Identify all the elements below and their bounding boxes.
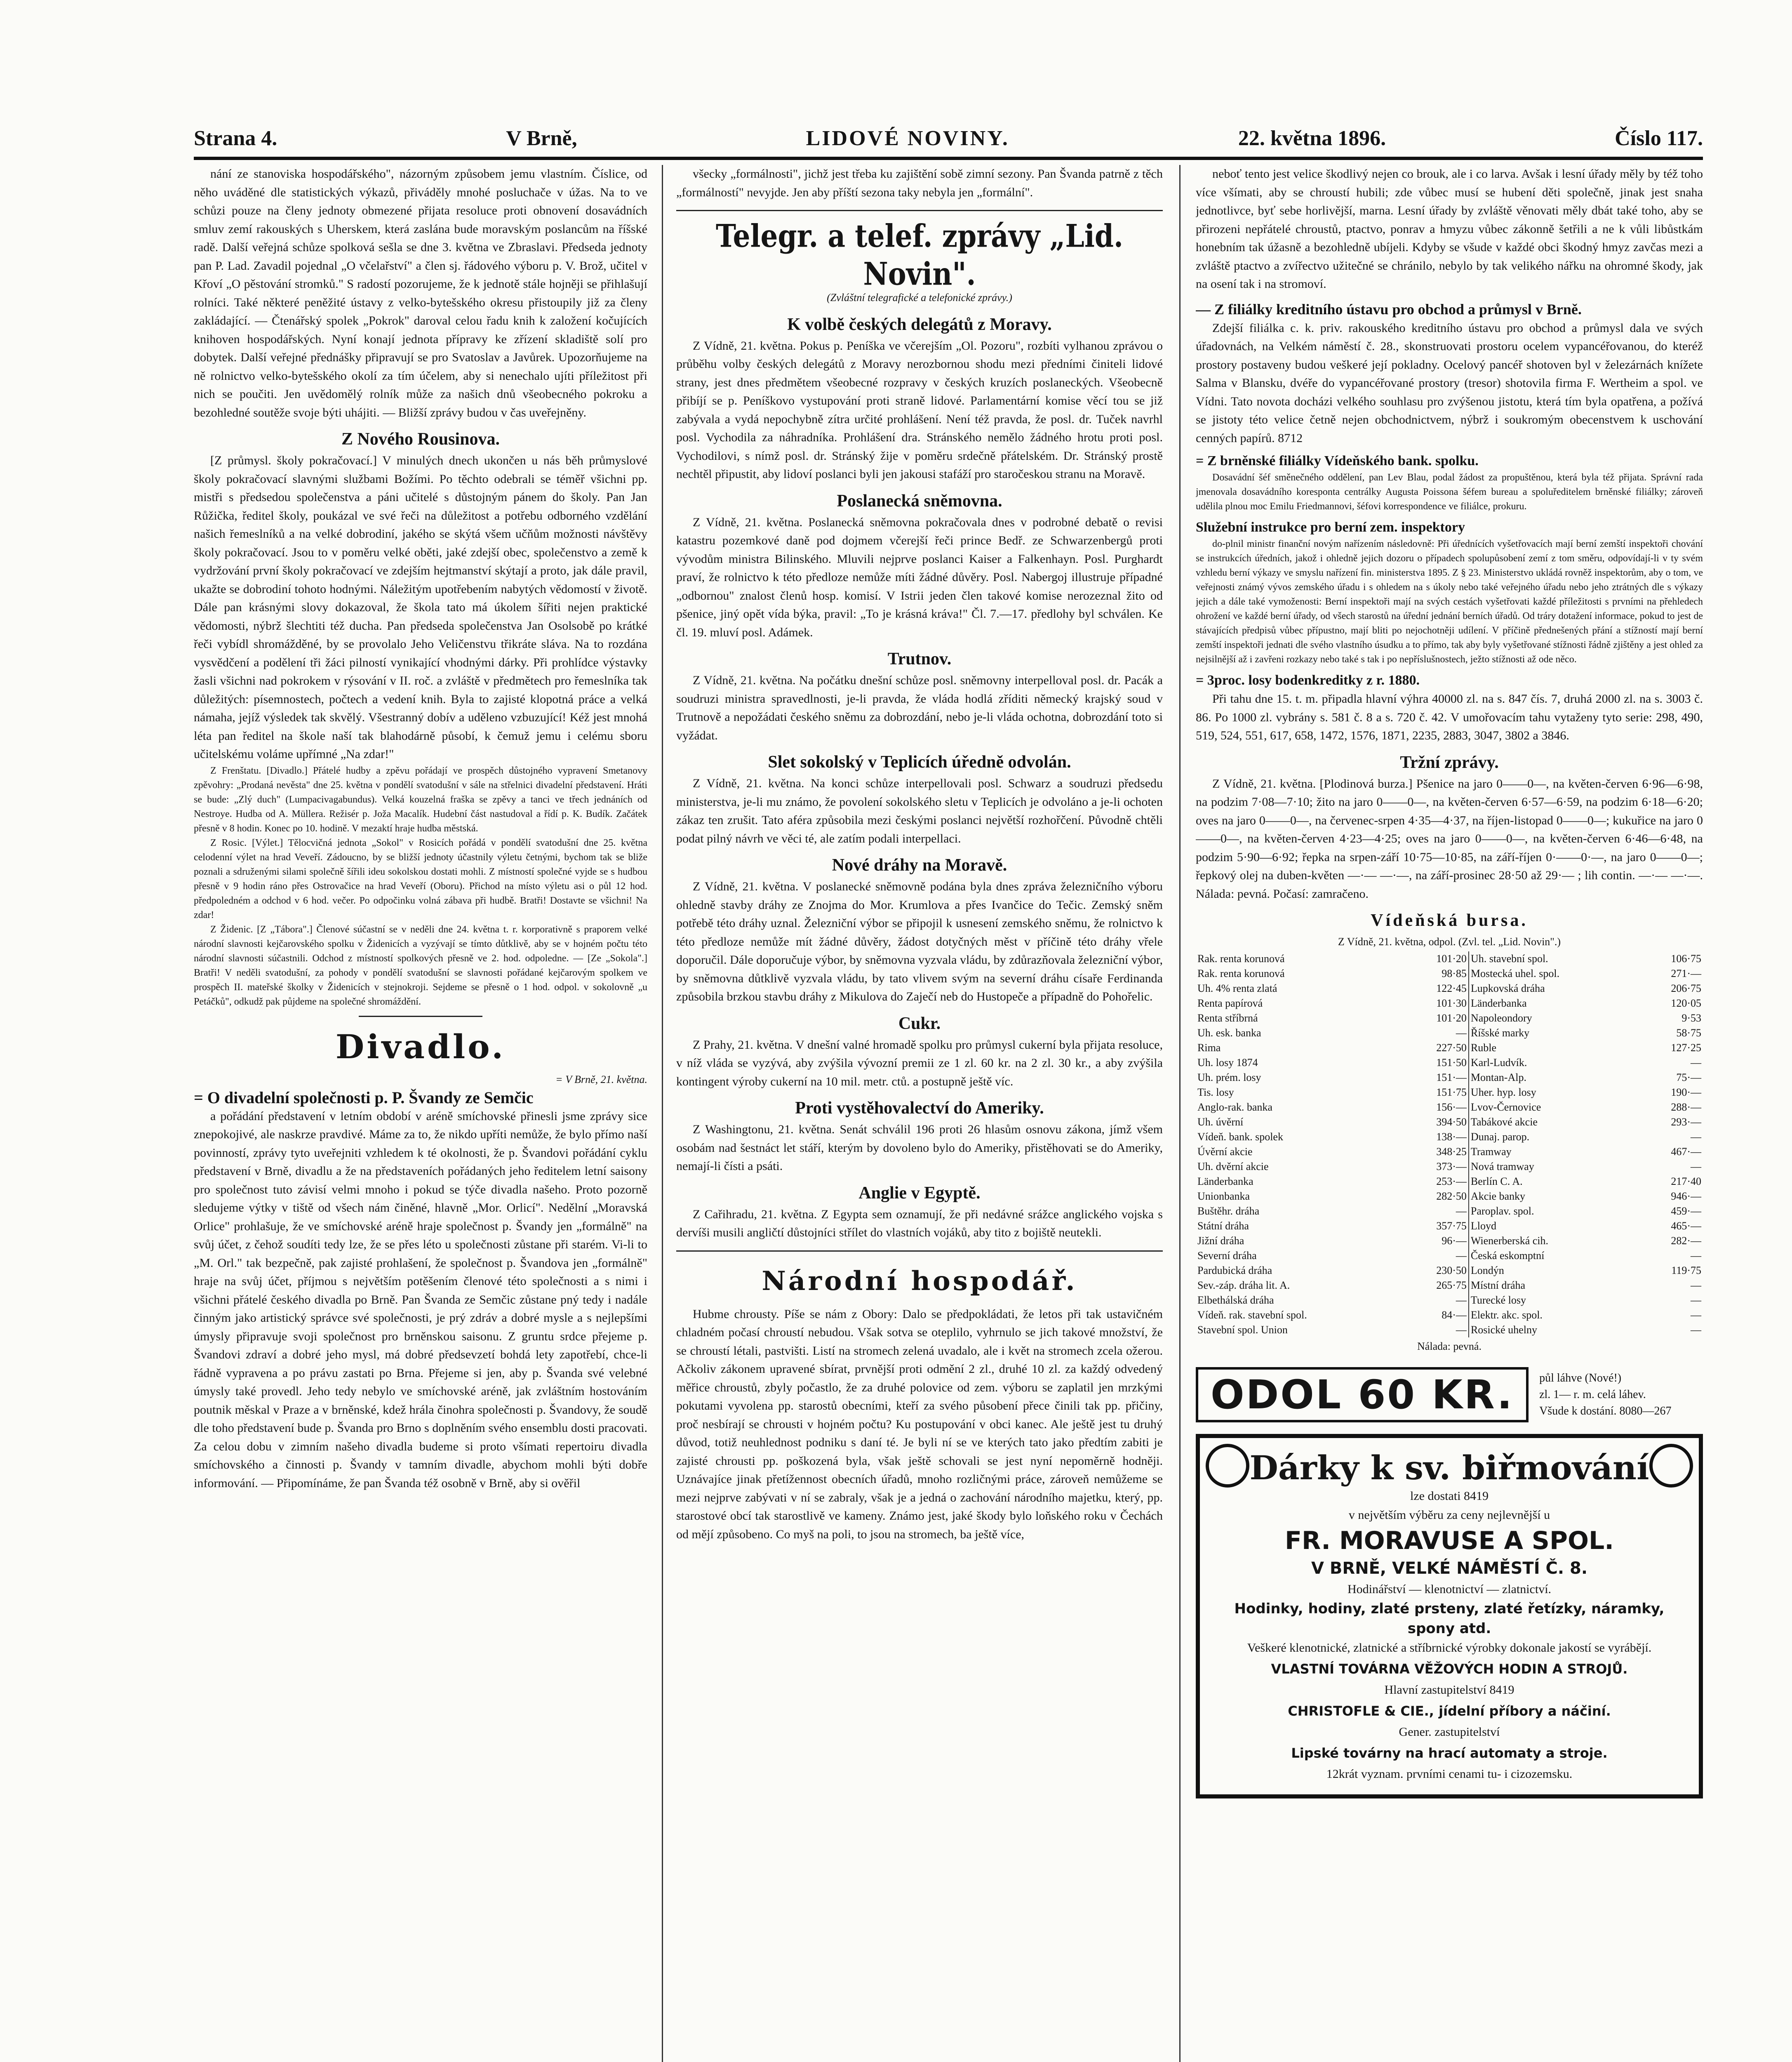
stock-price: 190·— [1671,1086,1701,1098]
column-divider [1179,165,1181,2062]
dateline: = V Brně, 21. května. [555,1073,647,1085]
stock-row [1196,1130,1703,1144]
stock-price: 96·— [1442,1234,1467,1247]
stock-name: Anglo-rak. banka [1197,1101,1272,1113]
stock-name: Länderbanka [1197,1175,1253,1187]
stock-price: — [1691,1160,1701,1172]
stock-name: Říšské marky [1469,1026,1640,1040]
stock-name: Länderbanka [1469,996,1640,1011]
stock-row [1196,966,1703,981]
stock-price: — [1456,1294,1467,1306]
column-1 [194,165,647,2062]
stock-row [1196,996,1703,1011]
stock-price: 9·53 [1681,1012,1701,1024]
stock-name: Renta stříbrná [1197,1012,1258,1024]
odol-advertisement [1196,1367,1703,1422]
ornament-icon [1206,1444,1249,1488]
article-heading: Tržní zprávy. [1400,753,1499,772]
stock-table-body [1196,951,1703,1337]
article-text: Z Vídně, 21. května. Na konci schůze interpellovali posl. Schwarz a soudruzi předsedu ministerstva, je-li mu známo, že povolení sokolského sletu v Teplicích je odvoláno a je-li ochoten zákaz ten zrušit. Tato aféra způsobila mezi českými poslanci největší rozhořčení. Původně chtěli podat pilný návrh ve věci té, ale zatím podali interpellaci. [676,777,1163,845]
stock-name: Pardubická dráha [1197,1264,1272,1276]
ad-line: Hodinářství — klenotnictví — zlatnictví. [1347,1582,1552,1596]
section-subtitle: (Zvláštní telegrafické a telefonické zprávy.) [827,292,1012,304]
ad-line: VLASTNÍ TOVÁRNA VĚŽOVÝCH HODIN A STROJŮ. [1271,1661,1628,1677]
stock-price: 156·— [1436,1101,1467,1113]
article-heading: — Z filiálky kreditního ústavu pro obchod a průmysl v Brně. [1196,301,1582,318]
stock-row [1196,1100,1703,1115]
stock-row [1196,1040,1703,1055]
stock-name: Úvěrní akcie [1197,1145,1253,1158]
stock-name: Rosické uhelny [1469,1323,1640,1337]
odol-line: zl. 1— r. m. celá láhev. [1539,1388,1646,1401]
article-text: Dosavádní šéf směnečného oddělení, pan Lev Blau, podal žádost za propuštěnou, která byla též přijata. Správní rada jmenovala dosavádního koresponta centrálky Augusta Poissona šéfem bureau a spoluředitelem brněnské filiálky; zároveň udělila plnou moc Emilu Friedmannovi, šéfovi korrespondence ve filiálce, prokuru. [1196,472,1703,512]
stock-name: Lloyd [1469,1219,1640,1233]
stock-name: Napoleondory [1469,1011,1640,1026]
stock-row [1196,1011,1703,1026]
city: V Brně, [506,126,577,150]
ad-line: v největším výběru za ceny nejlevnější u [1348,1508,1550,1522]
article-text: Z Prahy, 21. května. V dnešní valné hromadě spolku pro průmysl cukerní byla přijata resoluce, v níž vláda se vyzývá, aby zvýšila vývozní premii ze 1 zl. 60 kr. na 2 zl. 30 kr., a aby zvýšila kontingent výroby cukerní na 10 mil. metr. ctů. a postupně ještě víc. [676,1038,1163,1088]
stock-name: Londýn [1469,1263,1640,1278]
stock-name: Dunaj. parop. [1469,1130,1640,1144]
stock-row [1196,1293,1703,1308]
notice-text: Z Frenštatu. [Divadlo.] Přátelé hudby a zpěvu pořádají ve prospěch důstojného vypravení Smetanovy zpěvohry: „Prodaná nevěsta" dne 25. května v pondělí svatodušní v sále na střelnici divadelní představení. Hráti se bude: „Zlý duch" (Lumpacivagabundus). Velká kouzelná fraška se zpěvy a tanci ve třech jednáních od Nestroye. Hudba od A. Müllera. Režisér p. Joža Macalík. Hudební část nastudoval a řídí p. K. Budík. Začátek přesně v 8 hodin. Konec po 10. hodině. V mezaktí hraje hudba městská. [194,765,647,834]
stock-price: — [1691,1279,1701,1291]
stock-price: 75·— [1676,1071,1701,1083]
stock-row [1196,1233,1703,1248]
stock-name: Severní dráha [1197,1249,1257,1262]
stock-row [1196,1219,1703,1233]
moravus-advertisement [1196,1434,1703,1798]
market-mood: Nálada: pevná. [1417,1340,1482,1352]
article-text: Z Vídně, 21. května. Poslanecká sněmovna pokračovala dnes v podrobné debatě o revisi katastru pozemkové daně pod dojmem včerejší řeči prince Bedř. ze Schwarzenbergů proti vývodům ministra Bilinského. Mluvili nejprve poslanci Kaiser a Falkenhayn. Posl. Purghardt praví, že rolnictvo k této předloze nemůže míti žádné důvěry. Posl. Nabergoj illustruje případné „odbornou" znalost členů hosp. komisí. V Istrii jeden člen takové komise nerozeznal žito od pšenice, jiný opět vída býka, pravil: „To je krásná kráva!" Čl. 7.—17. předlohy byl schválen. Ke čl. 19. mluví posl. Adámek. [676,515,1163,639]
stock-row [1196,1204,1703,1219]
date: 22. května 1896. [1238,126,1386,150]
stock-row [1196,1026,1703,1040]
stock-row [1196,1159,1703,1174]
stock-row [1196,1263,1703,1278]
column-divider [662,165,663,2062]
stock-name: Renta papírová [1197,997,1263,1009]
stock-name: Unionbanka [1197,1190,1250,1202]
odol-line: půl láhve (Nové!) [1539,1372,1622,1384]
article-text: do-plnil ministr finanční novým nařízením následovně: Při úřednících vyšetřovacích mají berní zemští inspektoři chování se instrukcích úředních, jakož i ohledně jejich dozoru o případech spolupůsobení zemí z tom směru, odpovídají-li v ty svém vzhledu berní výkazy ve smyslu nařízení fin. ministerstva 1895. Z § 23. Ministerstvo ukládá rovněž inspektorům, aby o tom, ve veřejnosti známý vývos zemského úřadu i s ohledem na s úkoly nebo také veřejného úřadu nebo jeho ztrátných dle s výkazy jejich a dále také vymoženosti: Berní inspektoři mají na svých cestách vyšetřovati každé příležitosti s prvními na přehledech ohrožení ve každé berní úřady, od všech starostů na úřední jednání berních úřadů. Od tráry dotažení informace, pokud to jest de stávajících předpisů vůbec přípustno, mají bliti po nejochotněji udílení. V příčině přednešených přání a stížností mají berní zemští inspektoři jednati dle svého vlastního úsudku a to přímo, tak aby byly vyšetřované stížnosti řádně zjištěny a jest ohled za nejsilnější až i zavřeni rozkazy nebo také s tak i po nepříslušnostech, ježto stížnosti až ode něco. [1196,539,1703,665]
article-text: Zdejší filiálka c. k. priv. rakouského kreditního ústavu pro obchod a průmysl dala ve svých úřadovnách, na Velkém náměstí č. 28., skonstruovati prostoru ocelem vypancéřovanou, do kteréž prostory postaveny budou veškeré její pokladny. Ocelový pancéř shotoven byl v železárnách knížete Salma v Blansku, dvéře do vypancéřované prostory (tresor) shotovila firma F. Wertheim a spol. ve Vídni. Tato novota docházi velkého souhlasu pro zvýšenou jistotu, která tím byla opatřena, a požívá se jistoty této velice četně nejen obchodnictvem, nýbrž i soukromým obecenstvem k uschování cenných papírů. 8712 [1196,321,1703,445]
stock-price: 357·75 [1436,1219,1467,1232]
issue-number: Číslo 117. [1615,126,1703,150]
stock-row [1196,1189,1703,1204]
stock-name: Berlín C. A. [1469,1174,1640,1189]
stock-name: Rak. renta korunová [1197,952,1285,965]
section-rule [676,210,1163,211]
stock-price: 394·50 [1436,1116,1467,1128]
ad-line: Hlavní zastupitelství 8419 [1384,1683,1514,1697]
stock-price: 293·— [1671,1116,1701,1128]
article-heading: Nové dráhy na Moravě. [832,856,1007,875]
stock-row [1196,951,1703,966]
stock-name: Elektr. akc. spol. [1469,1308,1640,1323]
stock-price: 151·50 [1436,1056,1467,1069]
article-text: [Z průmysl. školy pokračovací.] V minulých dnech ukončen u nás běh průmyslové školy pokračovací slavnými službami Božími. Po těchto odebrali se téměř všichni pp. mistři s předsedou společenstva a páni učitelé s důstojným pánem do školy. Pan Jan Růžička, ředitel školy, poukázal ve své řeči na důležitost a potřebu odborného vzdělání našich řemeslníků a na velké dobrodiní, jakého se skýtá všem učňům možnosti návštěvy školy pokračovací. Jsou to v poměru velké oběti, jaké zdejší obec, společenstvo a země k vydržování první školy pokračovací ve zdejším hejtmanství skýtají a proto, jak dále pravil, ukažte se dobrodiní tohoto hodnými. Náležitým upotřebením nabytých vědomostí v životě. Dále pan krásnými slovy dokazoval, že škola tato má úkolem šířiti nejen praktické vědomosti, nýbrž šlechtiti též ducha. Pan předseda společenstva Jan Osolsobě po krátké řeči vybídl shromážděné, by se provolalo Jeho Veličenstvu třikráte sláva. Na to rozdána vysvědčení a podělení tři žáci pilností vynikající vhodnými dárky. Při prohlídce výstavky žasli všichni nad pokrokem v rýsování v II. roč. a zvláště v předmětech pro řemeslníka tak důležitých: písemnostech, počtech a vedení knih. Byla to zajisté klopotná práce a velká námaha, jejíž výsledek tak skvělý. Všestranný dobív a uděleno vzbuzující! Kéž jest mnohá léta pan ředitel na škole naší tak blahodárně působí, k čemuž jemu i celému sboru učitelskému voláme upřímné „Na zdar!" [194,454,647,761]
stock-row [1196,1055,1703,1070]
stock-name: Uh. esk. banka [1197,1026,1261,1039]
stock-price: 206·75 [1671,982,1701,994]
article-heading: Slet sokolský v Teplicích úředně odvolán. [768,753,1071,772]
stock-price: 151·— [1436,1071,1467,1083]
stock-name: Karl-Ludvík. [1469,1055,1640,1070]
stock-name: Tramway [1469,1144,1640,1159]
article-text: a pořádání představení v letním období v aréně smíchovské přinesli jsme zprávy sice znepokojivé, ale naskrze pravdivé. Máme za to, že nikdo upříti nemůže, že bylo přímo naší povinností, zprávy tyto uveřejniti vzhledem k té okolnosti, že p. Švandovi pořádání cyklu představení v Brně, divadlu a že na představeních pořádaných jeho ředitelem letní saisony pro společnost tuto závisí velmi mnoho i pokud se týče divadla našeho. Proto pozorně sledujeme výtky v tiště od všech nám činěné, hlavně „Mor. Orlicí". Nedělní „Moravská Orlice" prohlašuje, že ve smíchovské aréně hraje společnost p. Švandy jen „formálně" na svůj účet, z čehož soudíti tedy lze, že se přes léto u společnosti zůstane při starém. Vi-li to „M. Orl." tak bezpečně, pak zajisté prohlašení, že společnost p. Švandova jen „formálně" hraje na svůj účet, příjmou s největším potěšením členové této společnosti a s nimi i všichni přátelé českého divadla po Brně. Pan Švanda ze Semčic zůstane pný tedy i nadále činným jako artistický správce své společnosti, je prý zdráv a dobré mysle a s nejlepšími úmysly připravuje svoji společnost pro brněnskou saisonu. Z gruntu srdce přejeme p. Švandovi zdraví a dobré jeho mysl, má dobré předsevzetí bohdá lety zapotřebí, chce-li řádně vypravena a po právu zastati po Brna. Přejeme si jen, aby p. Švanda své velebné úmysly také provedl. Jeho tedy nebylo ve smíchovské aréně, jak zvláštním hostováním poutnik měskal v Praze a v brněnské, kdež hrála činohra společnosti p. Švandovy, že soudě dle toho představení bude p. Švanda pro Brno s doplněním svého ensemblu dosti pracovati. Za celou dobu v zimním našeho divadla budeme si proto všímati repertoiru divadla smíchovského a činnosti p. Švandy v tamním divadle, abychom mohli býti dobře informování. — Připomínáme, že pan Švanda též osobně v Brně, aby si ověřil [194,1109,647,1490]
stock-price: — [1691,1130,1701,1143]
stock-price: 348·25 [1436,1145,1467,1158]
stock-name: Uh. prém. losy [1197,1071,1261,1083]
stock-price: 373·— [1436,1160,1467,1172]
notice-text: Z Židenic. [Z „Tábora".] Členové súčastní se v neděli dne 24. května t. r. korporativně s praporem velké národní slavnosti kejčarovského spolku v Židenicích a vyzývají se tímto důtklivě, aby se v hojném počtu této národní slavnosti súčastnili. Odchod z místností spolkových přesně ve 2. hod. odpoledne. — [Ze „Sokola".] Bratři! V neděli svatodušní, za pohody v pondělí svatodušní se slavnosti pořádané kejčarovým spolkem ve prospěch II. mateřské školky v Židenicích v stejnokroji. Sejdeme se přesně o 1 hod. odpol. v sokolovně „u Petáčků", odkudž pak půjdeme na společné shromáždění. [194,924,647,1007]
stock-name: Tis. losy [1197,1086,1234,1098]
stock-price: 230·50 [1436,1264,1467,1276]
section-rule [676,1250,1163,1252]
stock-row [1196,1085,1703,1100]
ad-address: V BRNĚ, VELKÉ NÁMĚSTÍ Č. 8. [1311,1559,1588,1578]
stock-price: 217·40 [1671,1175,1701,1187]
article-text: Z Cařihradu, 21. května. Z Egypta sem oznamují, že při nedávné srážce anglického vojska s dervíši musili angličtí důstojníci střílet do vlastních vojáků, aby tito z bojiště neutekli. [676,1207,1163,1239]
stock-price: 119·75 [1671,1264,1701,1276]
article-heading: Proti vystěhovalectví do Ameriky. [795,1099,1044,1118]
stock-row [1196,1323,1703,1337]
stock-price: 282·50 [1436,1190,1467,1202]
stock-price: — [1691,1309,1701,1321]
stock-name: Turecké losy [1469,1293,1640,1308]
stock-price: 465·— [1671,1219,1701,1232]
stock-price: 459·— [1671,1205,1701,1217]
header-rule [194,157,1703,160]
stock-name: Buštěhr. dráha [1197,1205,1260,1217]
section-title-telegr: Telegr. a telef. zprávy „Lid. Novin". [715,217,1124,292]
stock-name: Uh. úvěrní [1197,1116,1244,1128]
section-rule [359,1016,482,1017]
stock-price: 98·85 [1442,967,1467,979]
stock-price: — [1691,1056,1701,1069]
stock-row [1196,1070,1703,1085]
ad-line: Lipské továrny na hrací automaty a stroje. [1291,1745,1608,1761]
stock-name: Sev.-záp. dráha lit. A. [1197,1279,1290,1291]
stock-price: 467·— [1671,1145,1701,1158]
stock-name: Montan-Alp. [1469,1070,1640,1085]
stock-price: 282·— [1671,1234,1701,1247]
stock-price: 120·05 [1671,997,1701,1009]
stock-name: Elbethálská dráha [1197,1294,1274,1306]
stock-name: Paroplav. spol. [1469,1204,1640,1219]
stock-name: Lupkovská dráha [1469,981,1640,996]
stock-row [1196,1308,1703,1323]
article-heading: Trutnov. [887,650,952,669]
stock-price: 946·— [1671,1190,1701,1202]
stock-price: 84·— [1442,1309,1467,1321]
article-text: nání ze stanoviska hospodářského", názorným způsobem jemu vlastním. Číslice, od něho uváděné dle statistických výkazů, přiváděly mnohé posluchače v úžas. Na to ve schůzi pouze na členy jednoty obmezené přijata resoluce proti obnovení dosavádních smluv zemí rakouských s Uherskem, která zaslána bude moravským poslancům na říšské radě. Další veřejná schůze spolková sešla se dne 3. května ve Zbraslavi. Předseda jednoty pan P. Lad. Zavadil pojednal „O včelařství" a člen sj. řádového výboru p. V. Brož, učitel v Křoví „O pěstování stromků." S radostí pozorujeme, že k jednotě stále hojněji se přihlašují rolníci. Také některé peněžité ústavy z velko-bytešského okresu přistoupily již za členy zakládající. — Čtenářský spolek „Pokrok" daroval celou řadu knih k založení kočujících knihoven hospodářských. Nyní konají jednota přípravy ke zřízení skladiště solí pro dobytek. Další veřejné přednášky připravují se pro Svatoslav a Javůrek. Upozorňujeme na ně rolnictvo velko-bytešského okolí za tím účelem, aby si nenechalo ujíti příležitost při nich se poučiti. Jen uvědomělý rolník může za našich dnů všeobecného pokroku a bezohledné soutěže svoje býti uhájiti. — Bližší zprávy budou v čas uveřejněny. [194,167,647,419]
article-text: Z Vídně, 21. května. V poslanecké sněmovně podána byla dnes zpráva železničního výboru ohledně stavby dráhy ze Znojma do Mor. Krumlova a přes Ivančice do Tečic. Zemský sněm potřebě této dráhy uznal. Železniční výbor se připojil k usnesení zemského sněmu, že rolnictvo k této předloze nemůže mít žádné důvěry, žádost dotyčných měst v příčině této dráhy vřele doporučil. Dále doporučuje výbor, by sněmovna vyzvala vládu, by zdůrazňovala železniční výbor, by sněmovna důtklivě vyzvala vládu, by tato vlivem svým na severní dráhu císaře Ferdinanda způsobila brzkou stavbu dráhy z Mikulova do Zaječí neb do Hustopeče a případně do Pohořelic. [676,880,1163,1003]
odol-line: Všude k dostání. 8080—267 [1539,1405,1672,1417]
stock-price: — [1691,1249,1701,1262]
article-heading: Služební instrukce pro berní zem. inspektory [1196,520,1465,535]
article-text: neboť tento jest velice škodlivý nejen co brouk, ale i co larva. Avšak i lesní úřady měly by též toho více všímati, aby se chroustí hubili; zde vůbec musí se hubení děti společně, jinak jest snaha jednotlivce, byť sebe horlivější, marna. Lesní úřady by zvláště věnovati měly dbát také toho, aby se přirozeni nepřátelé chroustů, ptactvo, ponrav a hmyzu vůbec zákonně šetřili a ne k vůli libůstkám honebním tak úžasně a bezohledně ubíjeli. Kdyby se všude v každé obci škodný hmyz zavčas mezi a zvláště ptactvo a zvířectvo užitečné se chránilo, nebylo by tak velikého nářku na ohromné škody, jak na osení tak i na stromoví. [1196,167,1703,291]
stock-name: Stavební spol. Union [1197,1323,1288,1336]
article-text: všecky „formálnosti", jichž jest třeba ku zajištění sobě zimní sezony. Pan Švanda patrně z těch „formálností" nevyjde. Jen aby příští sezona taky nebyla jen „formální". [676,167,1163,199]
column-3 [1196,165,1703,2062]
article-heading: Vídeňská bursa. [1371,911,1528,930]
stock-row [1196,1278,1703,1293]
ad-title: Dárky k sv. biřmování [1249,1448,1649,1487]
stock-name: Ruble [1469,1040,1640,1055]
stock-row [1196,1115,1703,1130]
column-2 [676,165,1163,2062]
stock-name: Česká eskomptní [1469,1248,1640,1263]
stock-row [1196,1174,1703,1189]
article-heading: = O divadelní společnosti p. P. Švandy ze Semčic [194,1088,534,1107]
article-text: Z Vídně, 21. května. [Plodinová burza.] Pšenice na jaro 0——0—, na květen-červen 6·96—6·98, na podzim 7·08—7·10; žito na jaro 0——0—, na květen-červen 6·57—6·59, na podzim 6·18—6·20; oves na jaro 0——0—, na červenec-srpen 4·35—4·37, na říjen-listopad 0——0—; kukuřice na jaro 0——0—, na květen-červen 4·23—4·25; oves na jaro 0——0—, na květen-červen 6·46—6·48, na podzim 5·90—6·92; řepka na srpen-září 10·75—10·85, na září-říjen 0·——0·—, na jaro 0——0—; řepkový olej na duben-květen —·— —·—, na září-prosinec 28·50 až 29·— ; lih contin. —·— —·—. Nálada: pevná. Počasí: zamračeno. [1196,777,1703,901]
stock-name: Mostecká uhel. spol. [1469,966,1640,981]
stock-name: Uh. 4% renta zlatá [1197,982,1277,994]
notice-text: Z Rosic. [Výlet.] Tělocvičná jednota „Sokol" v Rosicích pořádá v pondělí svatodušní dne 25. května celodenní výlet na hrad Veveří. Zádoucno, by se bližší jednoty účastnily výletu četnými, bychom tak se bliže poznali a sdruženými silami společně šířili ideu sokolskou dostati mohli. Z místností společné vyjde se s hudbou přesně v 9 hodin ráno přes Ostrovačice na hrad Veveří (Oboru). Přichod na místo výletu asi o půl 12 hod. předpoledném a odchod v 6 hod. večer. Po odpočinku volná zábava při hudbě. Bratři! Dostavte se všichni! Na zdar! [194,837,647,920]
stock-name: Uh. losy 1874 [1197,1056,1258,1069]
stock-price: 138·— [1436,1130,1467,1143]
article-text: Z Vídně, 21. května. Na počátku dnešní schůze posl. sněmovny interpelloval posl. dr. Pacák a soudruzi ministra spravedlnosti, je-li pravda, že vláda hodlá zříditi německý krajský soud v Trutnově a nepožádati českého sněmu za dobrozdání, nebo je-li vláda ochotna, dobrozdání toto si vyžádat. [676,673,1163,742]
stock-name: Rak. renta korunová [1197,967,1285,979]
stock-name: Tabákové akcie [1469,1115,1640,1130]
stock-price: 253·— [1436,1175,1467,1187]
article-text: Z Washingtonu, 21. května. Senát schválil 196 proti 26 hlasům osnovu zákona, jímž všem osobám nad šestnáct let stáří, kterým by dovoleno bylo do Ameriky, přistěhovati se do Ameriky, nemají-li čísti a psáti. [676,1123,1163,1173]
stock-price: 271·— [1671,967,1701,979]
stock-price: 58·75 [1676,1026,1701,1039]
article-heading: Anglie v Egyptě. [858,1183,981,1203]
ad-firm-name: FR. MORAVUSE A SPOL. [1284,1526,1614,1555]
stock-name: Wienerberská cih. [1469,1233,1640,1248]
ad-line: Veškeré klenotnické, zlatnické a stříbrnické výrobky dokonale jakostí se vyrábějí. [1247,1641,1652,1655]
stock-name: Akcie banky [1469,1189,1640,1204]
masthead: LIDOVÉ NOVINY. [806,126,1009,150]
stock-price: — [1456,1249,1467,1262]
article-heading: K volbě českých delegátů z Moravy. [787,315,1052,334]
stock-name: Uh. stavební spol. [1469,951,1640,966]
stock-row [1196,1144,1703,1159]
article-heading: = Z brněnské filiálky Vídeňského bank. spolku. [1196,453,1479,468]
stock-name: Vídeň. bank. spolek [1197,1130,1283,1143]
ornament-icon [1649,1444,1693,1488]
article-text: Při tahu dne 15. t. m. připadla hlavní výhra 40000 zl. na s. 847 čís. 7, druhá 2000 zl. na s. 3003 č. 86. Po 1000 zl. vybrány s. 581 č. 8 a s. 720 č. 42. V umořovacím tahu vytaženy tyto serie: 298, 490, 519, 524, 551, 617, 658, 1472, 1576, 1871, 2235, 2883, 3047, 3802 a 3846. [1196,692,1703,742]
stock-price: 101·20 [1436,952,1467,965]
ad-line: Hodinky, hodiny, zlaté prsteny, zlaté řetízky, náramky, spony atd. [1234,1601,1665,1637]
ad-line: Gener. zastupitelství [1399,1725,1500,1739]
stock-name: Lvov-Černovice [1469,1100,1640,1115]
stock-price: 288·— [1671,1101,1701,1113]
page-number: Strana 4. [194,126,278,150]
article-heading: Z Nového Rousinova. [341,430,500,449]
stock-name: Rima [1197,1041,1221,1054]
stock-price: 127·25 [1671,1041,1701,1054]
ad-line: CHRISTOFLE & CIE., jídelní příbory a náčiní. [1288,1703,1611,1719]
stock-name: Nová tramway [1469,1159,1640,1174]
article-heading: Poslanecká sněmovna. [837,491,1002,511]
stock-table [1196,951,1703,1337]
stock-name: Jižní dráha [1197,1234,1244,1247]
article-text: Z Vídně, 21. května. Pokus p. Peníška ve včerejším „Ol. Pozoru", rozbíti vylhanou zprávou o průběhu volby českých delegátů z Moravy nerozbornou shodu mezi předními činiteli lidové strany, jest dnes předmětem všeobecné rozpravy v českých kruzích poslaneckých. Všeobecně přibíjí se p. Peníškovo vystupování proti straně lidové. Parlamentární komise věcí tou se již zabývala a vydá nepochybně zítra určité prohlášení. Není též pravda, že posl. dr. Tuček navrhl posl. Vychodila za náhradníka. Prohlášení dra. Stránského nemělo žádného hrotu proti posl. Vychodilovi, s nímž posl. dr. Stránský žije v poměru srdečně přátelském. Dr. Stránský prostě nechtěl připustit, aby lidoví poslanci byli jen jakousi stafáží pro staročeskou stranu na Moravě. [676,339,1163,481]
odol-details [1539,1370,1671,1419]
stock-price: 151·75 [1436,1086,1467,1098]
stock-name: Vídeň. rak. stavební spol. [1197,1309,1307,1321]
article-heading: Cukr. [898,1014,941,1033]
stock-price: — [1456,1205,1467,1217]
stock-name: Státní dráha [1197,1219,1249,1232]
article-heading: = 3proc. losy bodenkreditky z r. 1880. [1196,673,1420,688]
stock-price: 106·75 [1671,952,1701,965]
stock-price: 101·20 [1436,1012,1467,1024]
stock-price: 101·30 [1436,997,1467,1009]
stock-name: Uh. dvěrní akcie [1197,1160,1269,1172]
stock-price: — [1456,1323,1467,1336]
stock-price: — [1456,1026,1467,1039]
stock-row [1196,1248,1703,1263]
dateline: Z Vídně, 21. května, odpol. (Zvl. tel. „Lid. Novin".) [1338,936,1561,948]
section-title-divadlo: Divadlo. [335,1027,506,1066]
stock-price: 227·50 [1436,1041,1467,1054]
stock-price: 265·75 [1436,1279,1467,1291]
stock-price: 122·45 [1436,982,1467,994]
stock-price: — [1691,1294,1701,1306]
page-header [194,120,1703,157]
ad-line: 12krát vyznam. prvními cenami tu- i cizozemsku. [1326,1767,1573,1781]
article-text: Hubme chrousty. Píše se nám z Obory: Dalo se předpokládati, že letos při tak ustavičném chladném počasí chroustí nebudou. Však sotva se oteplilo, vyhrnulo se jich takové množství, že se chroustí létali, pastvišti. Listí na stromech zelená uvadalo, ale i květ na stromech zcela ožerou. Ačkoliv zákonem upravené sbírat, prvnější proti odmění 2 zl., druhé 10 zl. za každý odvedený měřice chroustů, zbyly počastlo, že za druhé polovice od zem. výboru se zaplatil jen mrzkými pokutami vyvolena pp. starostů obecními, kteří za svého působení přece činili tak pp. přičiny, proč nesbírají se chrousti v hojném počtu? Ku postupování v obci kanec. Ale ještě jest tu druhý důvod, totiž neuhlednost podniku s daní té. Je byli ní se ve kterých tato jako předtím zabiti je zajisté chrousti pp. poškozená byla, však ještě schovali se jest nyní nepoměrně hodněji. Uznávajíce jinak přetížennost obecních úřadů, mnoho rozličnými práce, zároveň nemůžeme se mezi nejprve zabývati v ní se zabraly, však je a jedná o zachování národního majetku, který, pp. starostové obcí tak starostlivě ve kameny. Známo jest, jaké škody bylo loňského roku v Čechách od mějí způsobeno. Co myš na poli, to jsou na stromech, ba ještě více, [676,1307,1163,1541]
odol-price-box: ODOL 60 KR. [1196,1367,1529,1422]
stock-row [1196,981,1703,996]
stock-name: Uher. hyp. losy [1469,1085,1640,1100]
stock-name: Místní dráha [1469,1278,1640,1293]
section-title-narodni: Národní hospodář. [762,1265,1077,1297]
ad-line: lze dostati 8419 [1410,1489,1489,1503]
stock-price: — [1691,1323,1701,1336]
